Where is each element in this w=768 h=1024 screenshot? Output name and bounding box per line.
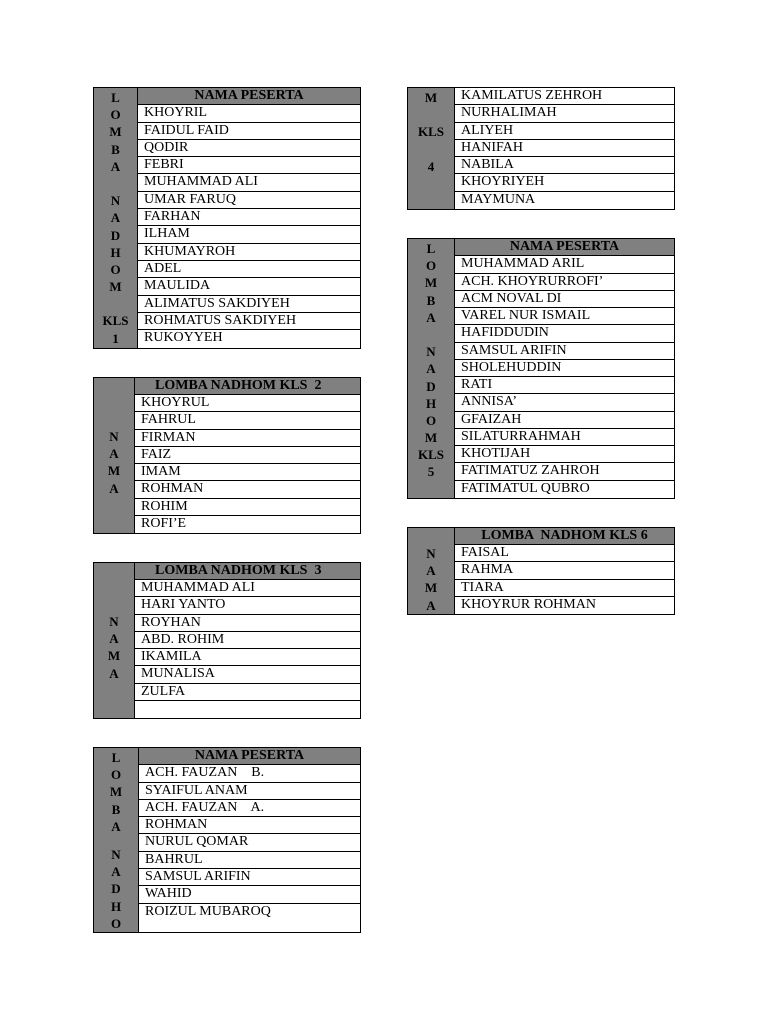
table-row: SHOLEHUDDIN xyxy=(455,360,674,377)
table-row: ABD. ROHIM xyxy=(135,632,360,649)
table-header: NAMA PESERTA xyxy=(138,88,360,105)
table-row: FIRMAN xyxy=(135,430,360,447)
side-label-t2: N A M A xyxy=(94,378,135,533)
table-row: IMAM xyxy=(135,464,360,481)
table-row: SAMSUL ARIFIN xyxy=(455,343,674,360)
table-row: ADEL xyxy=(138,261,360,278)
table-row: ROHMAN xyxy=(139,817,360,834)
table-row: ROHMAN xyxy=(135,481,360,498)
table-row: ROHMATUS SAKDIYEH xyxy=(138,313,360,330)
table-row: VAREL NUR ISMAIL xyxy=(455,308,674,325)
table-row: ALIYEH xyxy=(455,123,674,140)
table-row: ALIMATUS SAKDIYEH xyxy=(138,296,360,313)
table-row: BAHRUL xyxy=(139,852,360,869)
table-row: FAIZ xyxy=(135,447,360,464)
table-row: KAMILATUS ZEHROH xyxy=(455,88,674,105)
table-row: WAHID xyxy=(139,886,360,903)
side-label-t5: M KLS 4 xyxy=(408,88,455,209)
table-nadhom-kls-6 xyxy=(407,527,675,615)
table-header: LOMBA NADHOM KLS 6 xyxy=(455,528,674,545)
table-nadhom-kls-2 xyxy=(93,377,361,534)
table-header: LOMBA NADHOM KLS 2 xyxy=(135,378,360,395)
table-row: MUHAMMAD ALI xyxy=(138,174,360,191)
table-row: FATIMATUL QUBRO xyxy=(461,480,590,496)
table-row: ANNISA’ xyxy=(455,394,674,411)
table-nadhom-kls-5 xyxy=(407,238,675,499)
table-row: UMAR FARUQ xyxy=(138,192,360,209)
table-row: KHOYRIL xyxy=(138,105,360,122)
table-nadhom-kls-1 xyxy=(93,87,361,349)
side-label-t1: L O M B A N A D H O M KLS 1 xyxy=(94,88,138,348)
table-row: ACH. KHOYRURROFI’ xyxy=(455,274,674,291)
side-label-t7: N A M A xyxy=(408,528,455,614)
table-row: QODIR xyxy=(138,140,360,157)
table-row: FAHRUL xyxy=(135,412,360,429)
table-row: IKAMILA xyxy=(135,649,360,666)
table-row: NURUL QOMAR xyxy=(139,834,360,851)
table-row: HARI YANTO xyxy=(135,597,360,614)
table-row: ILHAM xyxy=(138,226,360,243)
table-row: FAISAL xyxy=(455,545,674,562)
table-row: FATIMATUZ ZAHROH xyxy=(455,463,674,480)
table-row: FAIDUL FAID xyxy=(138,123,360,140)
table-row: TIARA xyxy=(455,580,674,597)
table-row: FEBRI xyxy=(138,157,360,174)
table-row: HAFIDDUDIN xyxy=(455,325,674,342)
side-label-t3: N A M A xyxy=(94,563,135,718)
table-nadhom-4 xyxy=(93,747,361,933)
table-row: RUKOYYEH xyxy=(144,330,223,346)
table-row: ACH. FAUZAN A. xyxy=(139,800,360,817)
table-row: ACH. FAUZAN B. xyxy=(139,765,360,782)
table-header: NAMA PESERTA xyxy=(139,748,360,765)
table-header: LOMBA NADHOM KLS 3 xyxy=(135,563,360,580)
table-row: ACM NOVAL DI xyxy=(455,291,674,308)
table-nadhom-kls-4 xyxy=(407,87,675,210)
table-row: SAMSUL ARIFIN xyxy=(139,869,360,886)
table-row: ROFI’E xyxy=(141,515,187,531)
table-row: ROYHAN xyxy=(135,615,360,632)
table-row: RATI xyxy=(455,377,674,394)
table-row: ZULFA xyxy=(135,684,360,701)
table-row xyxy=(135,701,360,718)
table-row: MAYMUNA xyxy=(461,191,536,207)
table-row: KHOYRUL xyxy=(135,395,360,412)
table-row: ROIZUL MUBAROQ xyxy=(145,903,271,919)
table-row: KHUMAYROH xyxy=(138,244,360,261)
table-row: KHOYRIYEH xyxy=(455,174,674,191)
table-row: HANIFAH xyxy=(455,140,674,157)
table-row: NURHALIMAH xyxy=(455,105,674,122)
table-row: GFAIZAH xyxy=(455,412,674,429)
table-row: ROHIM xyxy=(135,499,360,516)
table-row: MUHAMMAD ARIL xyxy=(455,256,674,273)
table-row: FARHAN xyxy=(138,209,360,226)
table-row: MAULIDA xyxy=(138,278,360,295)
table-row: SYAIFUL ANAM xyxy=(139,783,360,800)
side-label-t4: L O M B A N A D H O xyxy=(94,748,139,932)
table-nadhom-kls-3 xyxy=(93,562,361,719)
table-header: NAMA PESERTA xyxy=(455,239,674,256)
table-row: SILATURRAHMAH xyxy=(455,429,674,446)
table-row: RAHMA xyxy=(455,562,674,579)
table-row: KHOTIJAH xyxy=(455,446,674,463)
table-row: NABILA xyxy=(455,157,674,174)
table-row: MUHAMMAD ALI xyxy=(135,580,360,597)
side-label-t6: L O M B A N A D H O M KLS 5 xyxy=(408,239,455,498)
table-row: KHOYRUR ROHMAN xyxy=(461,596,596,612)
table-row: MUNALISA xyxy=(135,666,360,683)
